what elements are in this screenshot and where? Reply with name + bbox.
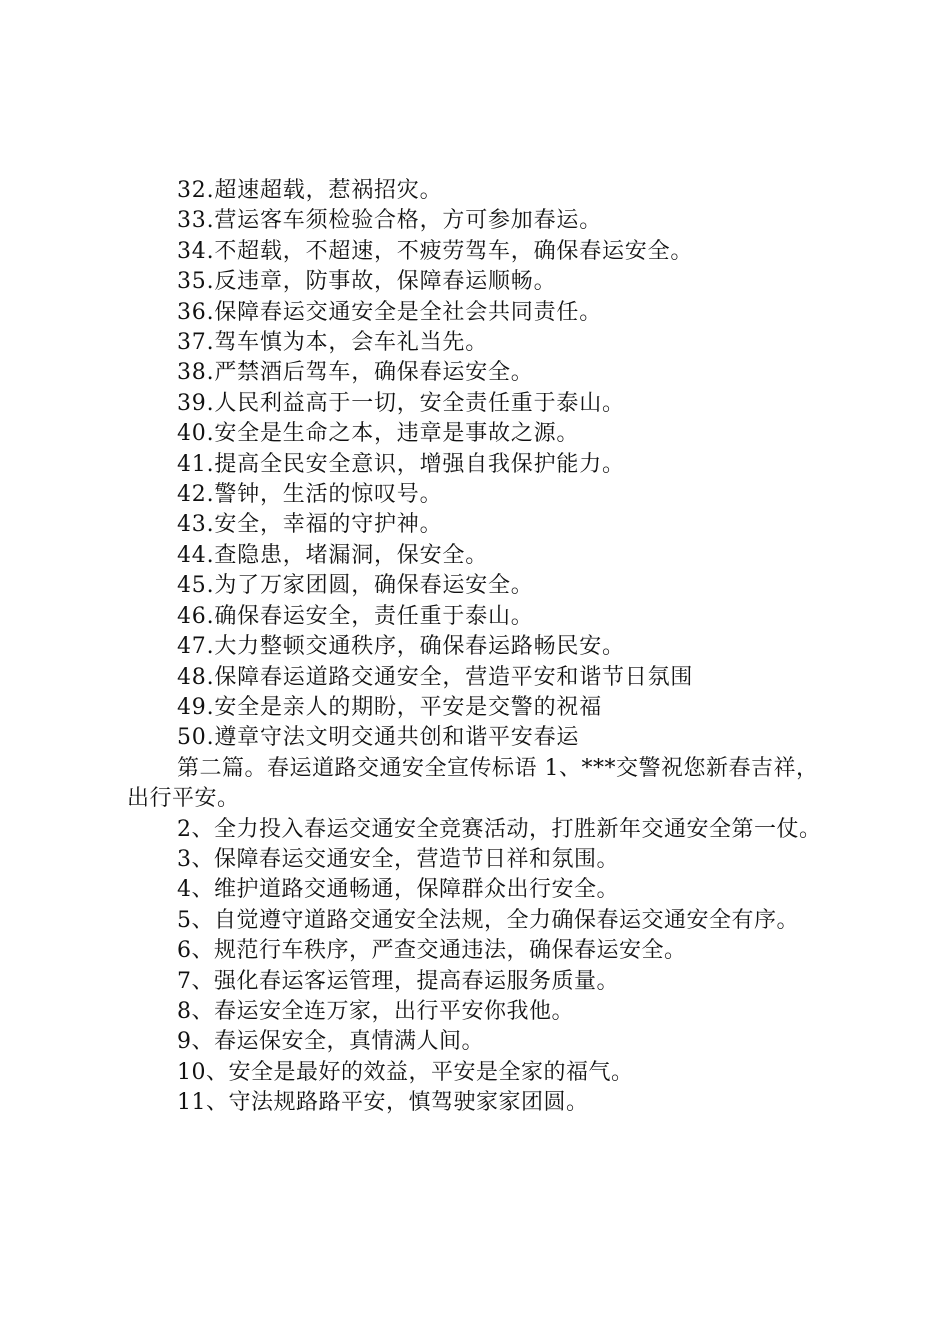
slogan-list-part-one [127,176,835,754]
list-item: 4、维护道路交通畅通，保障群众出行安全。 [177,877,619,903]
list-item: 6、规范行车秩序，严查交通违法，确保春运安全。 [177,938,687,964]
list-item: 43.安全，幸福的守护神。 [177,512,443,538]
list-item: 3、保障春运交通安全，营造节日祥和氛围。 [177,846,619,872]
list-item: 37.驾车慎为本，会车礼当先。 [177,330,488,356]
list-item: 46.确保春运安全，责任重于泰山。 [177,603,534,629]
list-item: 32.超速超载，惹祸招灾。 [177,178,443,203]
list-item: 36.保障春运交通安全是全社会共同责任。 [177,299,602,325]
list-item: 10、安全是最好的效益，平安是全家的福气。 [177,1059,634,1085]
list-item: 9、春运保安全，真情满人间。 [177,1029,484,1055]
list-item: 34.不超载，不超速，不疲劳驾车，确保春运安全。 [177,238,694,264]
list-item: 47.大力整顿交通秩序，确保春运路畅民安。 [177,634,625,660]
list-item: 45.为了万家团圆，确保春运安全。 [177,573,534,599]
list-item: 41.提高全民安全意识，增强自我保护能力。 [177,451,625,477]
list-item: 5、自觉遵守道路交通安全法规，全力确保春运交通安全有序。 [177,907,799,933]
list-item: 50.遵章守法文明交通共创和谐平安春运 [177,725,580,751]
slogan-list-part-two [127,754,835,1119]
list-item: 8、春运安全连万家，出行平安你我他。 [177,998,574,1024]
list-item: 44.查隐患，堵漏洞，保安全。 [177,542,488,568]
list-item: 48.保障春运道路交通安全，营造平安和谐节日氛围 [177,664,694,690]
list-item: 49.安全是亲人的期盼，平安是交警的祝福 [177,694,602,720]
list-item: 33.营运客车须检验合格，方可参加春运。 [177,208,602,234]
list-item: 39.人民利益高于一切，安全责任重于泰山。 [177,390,625,416]
section-two-heading-paragraph: 第二篇。春运道路交通安全宣传标语 1、***交警祝您新春吉祥，出行平安。 [127,755,819,812]
list-item: 38.严禁酒后驾车，确保春运安全。 [177,360,534,386]
document-body [127,176,835,1119]
list-item: 35.反违章，防事故，保障春运顺畅。 [177,269,557,295]
list-item: 40.安全是生命之本，违章是事故之源。 [177,421,580,447]
list-item: 2、全力投入春运交通安全竞赛活动，打胜新年交通安全第一仗。 [177,816,822,842]
list-item: 11、守法规路路平安，慎驾驶家家团圆。 [177,1090,589,1116]
list-item: 42.警钟，生活的惊叹号。 [177,482,443,508]
list-item: 7、强化春运客运管理，提高春运服务质量。 [177,968,619,994]
